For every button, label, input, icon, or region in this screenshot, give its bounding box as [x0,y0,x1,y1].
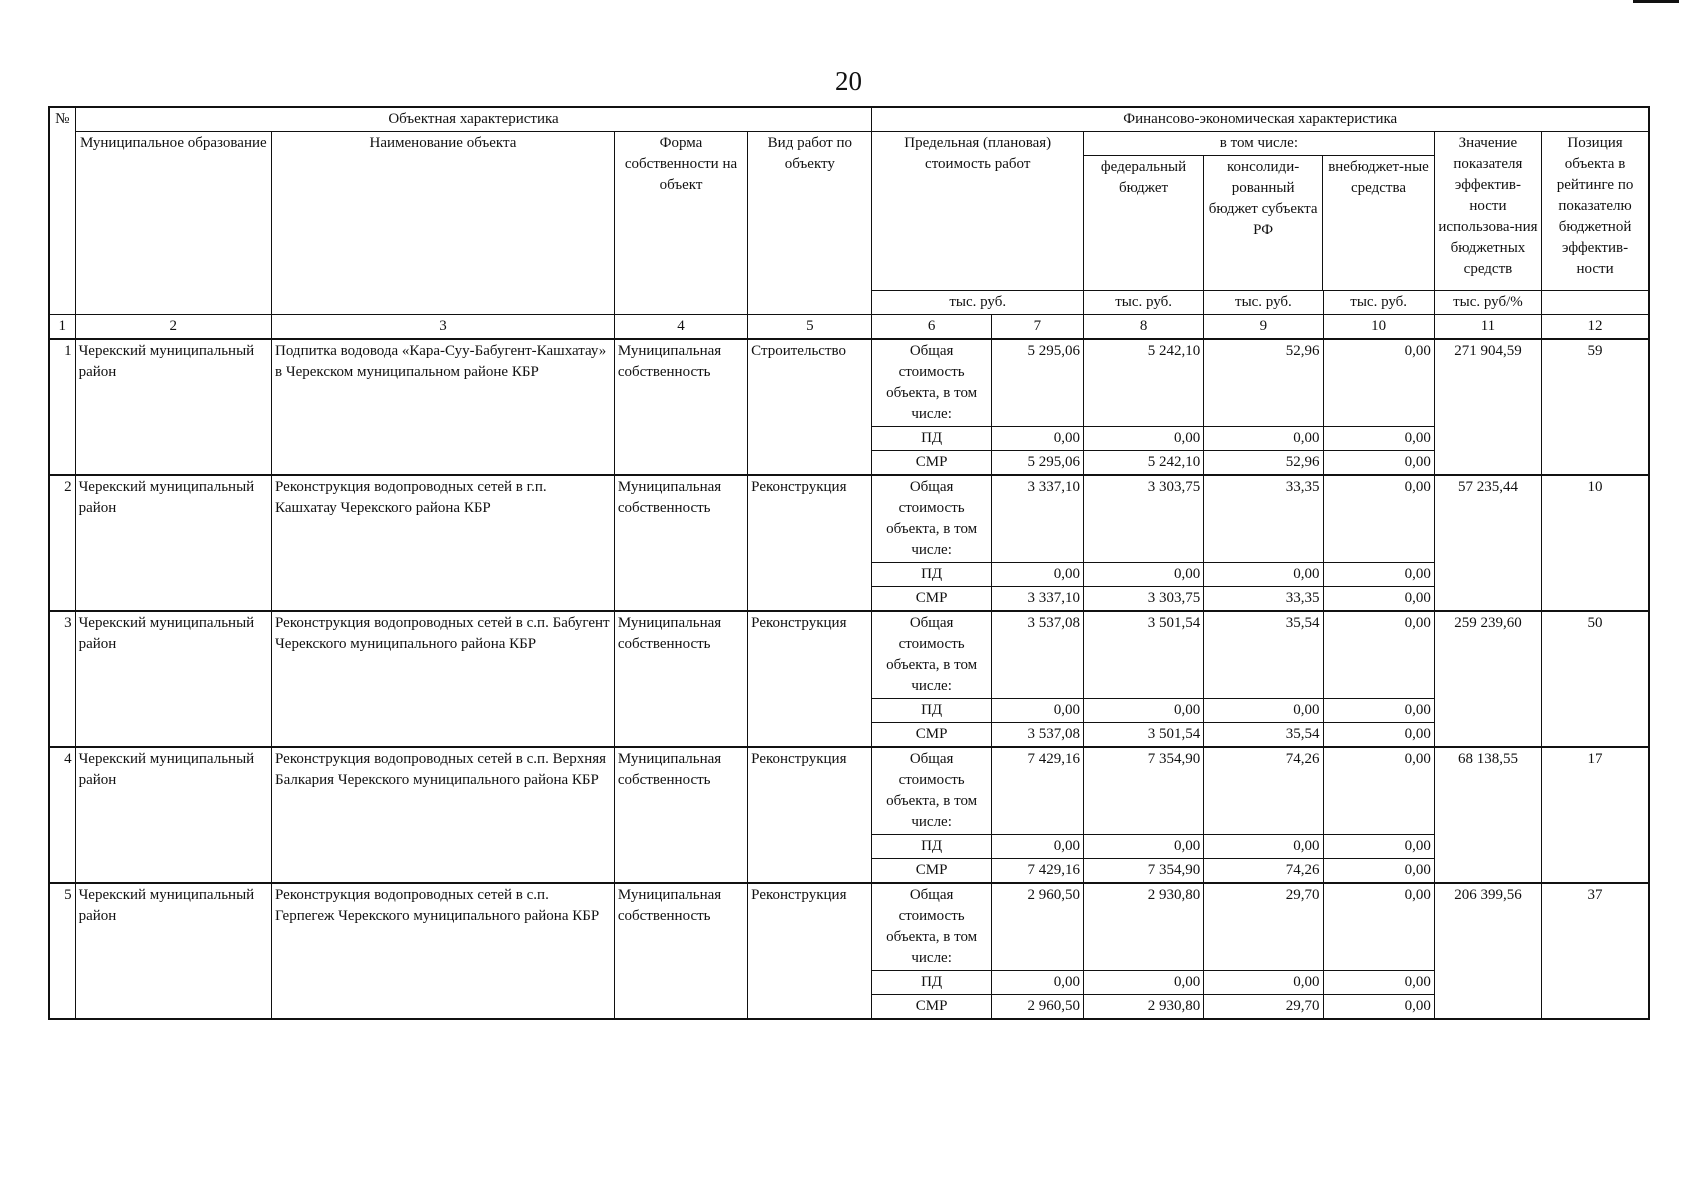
header-object-name: Наименование объекта [272,132,615,315]
pd-value: 0,00 [1204,971,1323,995]
total-value: 0,00 [1323,339,1434,427]
municipality-cell: Черекский муниципальный район [75,475,271,611]
rating-cell: 10 [1542,475,1649,611]
header-ownership: Форма собственности на объект [614,132,747,315]
pd-value: 0,00 [991,427,1083,451]
efficiency-cell: 271 904,59 [1434,339,1541,475]
smr-value: 5 295,06 [991,451,1083,476]
row-number: 2 [49,475,75,611]
total-label: Общая стоимость объекта, в том числе: [872,611,991,699]
work-type-cell: Реконструкция [748,883,872,1019]
smr-value: 3 501,54 [1083,723,1203,748]
header-municipality: Муниципальное образование [75,132,271,315]
pd-label: ПД [872,563,991,587]
col-number: 6 [872,315,991,340]
header-consolidated: консолиди-рованный бюджет субъекта РФ [1204,156,1323,290]
pd-label: ПД [872,835,991,859]
total-value: 3 501,54 [1083,611,1203,699]
unit-rating [1542,291,1649,315]
pd-value: 0,00 [1323,835,1434,859]
total-label: Общая стоимость объекта, в том числе: [872,883,991,971]
header-cost-limit: Предельная (плановая) стоимость работ [872,132,1084,291]
unit-federal: тыс. руб. [1083,291,1203,315]
smr-value: 52,96 [1204,451,1323,476]
col-number: 4 [614,315,747,340]
total-value: 2 960,50 [991,883,1083,971]
smr-value: 29,70 [1204,995,1323,1020]
smr-value: 0,00 [1323,451,1434,476]
pd-value: 0,00 [1204,699,1323,723]
pd-value: 0,00 [1323,427,1434,451]
table-row [49,883,1649,971]
work-type-cell: Реконструкция [748,475,872,611]
col-number: 1 [49,315,75,340]
col-number: 5 [748,315,872,340]
smr-value: 3 303,75 [1083,587,1203,612]
table-row [49,747,1649,835]
smr-value: 2 960,50 [991,995,1083,1020]
header-including: в том числе: [1084,132,1434,156]
ownership-cell: Муниципальная собственность [614,747,747,883]
municipality-cell: Черекский муниципальный район [75,883,271,1019]
total-value: 3 337,10 [991,475,1083,563]
col-number: 2 [75,315,271,340]
page-number: 20 [835,66,862,96]
object-name-cell: Подпитка водовода «Кара-Суу-Бабугент-Кашхатау» в Черекском муниципальном районе КБР [272,339,615,475]
smr-value: 0,00 [1323,587,1434,612]
pd-label: ПД [872,971,991,995]
municipality-cell: Черекский муниципальный район [75,747,271,883]
header-row-columns [49,132,1649,291]
total-value: 7 429,16 [991,747,1083,835]
pd-value: 0,00 [991,563,1083,587]
smr-value: 7 429,16 [991,859,1083,884]
ownership-cell: Муниципальная собственность [614,339,747,475]
pd-value: 0,00 [1204,563,1323,587]
smr-label: СМР [872,995,991,1020]
table-row [49,339,1649,427]
row-number: 5 [49,883,75,1019]
total-value: 0,00 [1323,475,1434,563]
pd-value: 0,00 [1083,699,1203,723]
row-number: 3 [49,611,75,747]
ownership-cell: Муниципальная собственность [614,611,747,747]
work-type-cell: Реконструкция [748,611,872,747]
pd-value: 0,00 [1323,563,1434,587]
efficiency-cell: 68 138,55 [1434,747,1541,883]
total-value: 5 295,06 [991,339,1083,427]
pd-value: 0,00 [1083,835,1203,859]
pd-value: 0,00 [991,835,1083,859]
header-rating: Позиция объекта в рейтинге по показателю бюджетной эффектив-ности [1542,132,1649,291]
total-value: 0,00 [1323,883,1434,971]
smr-value: 33,35 [1204,587,1323,612]
pd-value: 0,00 [1083,563,1203,587]
pd-value: 0,00 [1204,427,1323,451]
header-work-type: Вид работ по объекту [748,132,872,315]
header-row-groups [49,107,1649,132]
smr-value: 5 242,10 [1083,451,1203,476]
header-including-group [1083,132,1434,291]
col-number: 7 [991,315,1083,340]
ownership-cell: Муниципальная собственность [614,475,747,611]
object-name-cell: Реконструкция водопроводных сетей в с.п. Бабугент Черекского муниципального района КБР [272,611,615,747]
smr-label: СМР [872,587,991,612]
pd-value: 0,00 [1323,971,1434,995]
total-value: 7 354,90 [1083,747,1203,835]
smr-value: 3 537,08 [991,723,1083,748]
col-number: 10 [1323,315,1434,340]
header-offbudget: внебюджет-ные средства [1328,159,1429,196]
smr-label: СМР [872,451,991,476]
object-name-cell: Реконструкция водопроводных сетей в г.п. Кашхатау Черекского района КБР [272,475,615,611]
total-value: 29,70 [1204,883,1323,971]
total-value: 52,96 [1204,339,1323,427]
column-number-row [49,315,1649,340]
object-name-cell: Реконструкция водопроводных сетей в с.п. Герпегеж Черекского муниципального района КБР [272,883,615,1019]
smr-value: 0,00 [1323,859,1434,884]
total-value: 3 303,75 [1083,475,1203,563]
rating-cell: 50 [1542,611,1649,747]
municipality-cell: Черекский муниципальный район [75,339,271,475]
total-label: Общая стоимость объекта, в том числе: [872,339,991,427]
rating-cell: 59 [1542,339,1649,475]
total-value: 5 242,10 [1083,339,1203,427]
smr-value: 0,00 [1323,995,1434,1020]
pd-value: 0,00 [1323,699,1434,723]
total-value: 3 537,08 [991,611,1083,699]
smr-value: 3 337,10 [991,587,1083,612]
smr-value: 35,54 [1204,723,1323,748]
pd-value: 0,00 [991,971,1083,995]
smr-value: 74,26 [1204,859,1323,884]
smr-label: СМР [872,859,991,884]
total-value: 33,35 [1204,475,1323,563]
pd-value: 0,00 [991,699,1083,723]
object-table [48,106,1650,1020]
col-number: 3 [272,315,615,340]
efficiency-cell: 259 239,60 [1434,611,1541,747]
rating-cell: 37 [1542,883,1649,1019]
pd-value: 0,00 [1083,427,1203,451]
unit-consolidated: тыс. руб. [1204,291,1323,315]
col-number: 11 [1434,315,1541,340]
total-value: 35,54 [1204,611,1323,699]
row-number: 4 [49,747,75,883]
header-federal: федеральный бюджет [1084,156,1204,290]
pd-label: ПД [872,699,991,723]
rating-cell: 17 [1542,747,1649,883]
unit-offbudget: тыс. руб. [1323,291,1434,315]
total-label: Общая стоимость объекта, в том числе: [872,747,991,835]
table-row [49,475,1649,563]
work-type-cell: Реконструкция [748,747,872,883]
pd-label: ПД [872,427,991,451]
header-object-group: Объектная характеристика [75,107,872,132]
total-value: 0,00 [1323,747,1434,835]
efficiency-cell: 206 399,56 [1434,883,1541,1019]
work-type-cell: Строительство [748,339,872,475]
header-efficiency: Значение показателя эффектив-ности использова-ния бюджетных средств [1434,132,1541,291]
unit-cost: тыс. руб. [872,291,1084,315]
ownership-cell: Муниципальная собственность [614,883,747,1019]
total-value: 2 930,80 [1083,883,1203,971]
col-number: 9 [1204,315,1323,340]
smr-value: 0,00 [1323,723,1434,748]
unit-efficiency: тыс. руб/% [1434,291,1541,315]
col-number: 12 [1542,315,1649,340]
col-number: 8 [1083,315,1203,340]
total-label: Общая стоимость объекта, в том числе: [872,475,991,563]
pd-value: 0,00 [1083,971,1203,995]
total-value: 74,26 [1204,747,1323,835]
smr-value: 2 930,80 [1083,995,1203,1020]
header-num: № [49,107,75,315]
header-finance-group: Финансово-экономическая характеристика [872,107,1649,132]
smr-value: 7 354,90 [1083,859,1203,884]
object-name-cell: Реконструкция водопроводных сетей в с.п. Верхняя Балкария Черекского муниципального района КБР [272,747,615,883]
table-row [49,611,1649,699]
row-number: 1 [49,339,75,475]
total-value: 0,00 [1323,611,1434,699]
pd-value: 0,00 [1204,835,1323,859]
corner-mark [1633,0,1679,3]
municipality-cell: Черекский муниципальный район [75,611,271,747]
efficiency-cell: 57 235,44 [1434,475,1541,611]
smr-label: СМР [872,723,991,748]
